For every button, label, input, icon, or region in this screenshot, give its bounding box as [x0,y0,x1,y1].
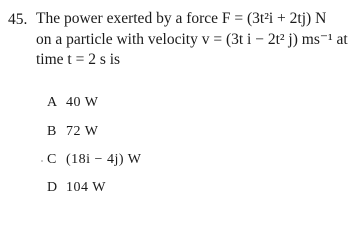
option-letter: C [47,152,57,167]
option-letter: A [47,95,58,110]
question-text [36,9,348,71]
option-c [47,151,141,169]
option-text: 104 W [66,180,106,195]
option-letter: B [47,124,57,139]
question-line: time t = 2 s is [36,51,121,68]
question-number: 45. [8,11,28,28]
option-text: 72 W [66,124,99,139]
option-text: 40 W [66,95,99,110]
option-b [47,123,98,141]
question-line: on a particle with velocity v = (3t i − 2t² j) ms⁻¹ at [36,30,348,48]
option-a [47,94,98,112]
option-letter: D [47,180,58,195]
option-text: (18i − 4j) W [66,152,142,167]
question-line: The power exerted by a force F = (3t²i + 2tj) N [36,10,327,27]
option-d [47,179,106,197]
stray-mark [41,160,43,162]
